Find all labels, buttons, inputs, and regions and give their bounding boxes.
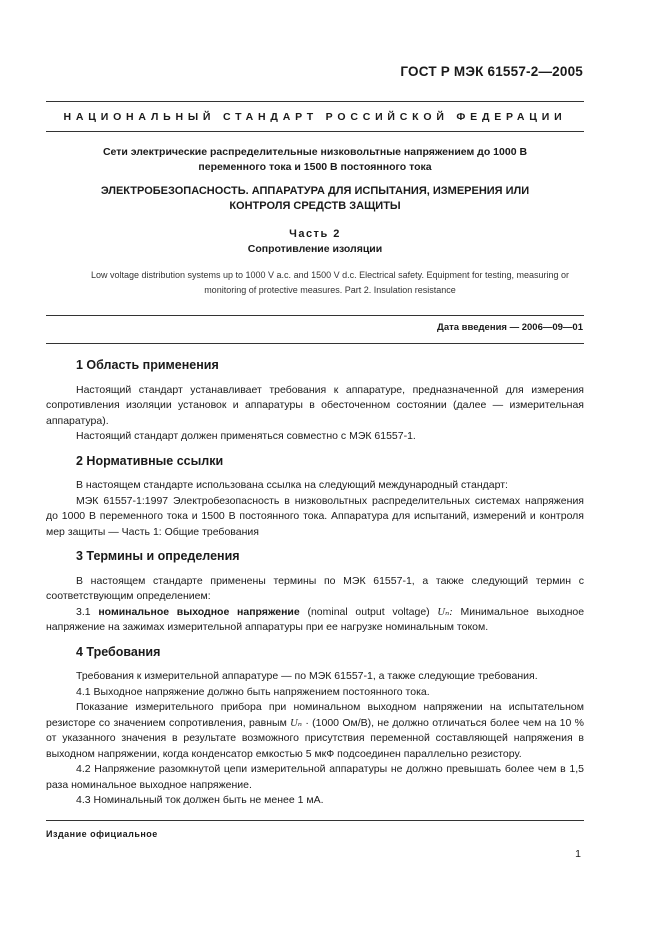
page-number: 1	[575, 848, 581, 860]
term-definition	[46, 605, 584, 636]
section-heading: 1 Область применения	[76, 358, 219, 372]
voltage-symbol: Uₙ	[290, 717, 302, 729]
standard-code: ГОСТ Р МЭК 61557-2—2005	[400, 64, 583, 79]
english-title-line-2: monitoring of protective measures. Part 2. Insulation resistance	[204, 284, 456, 295]
national-standard-banner: НАЦИОНАЛЬНЫЙ СТАНДАРТ РОССИЙСКОЙ ФЕДЕРАЦИИ	[63, 111, 567, 123]
part-label: Часть 2	[289, 228, 341, 240]
definition-symbol: Uₙ:	[437, 606, 453, 618]
paragraph: Требования к измерительной аппаратуре — по МЭК 61557-1, а также следующие требования.	[76, 670, 538, 682]
paragraph: В настоящем стандарте использована ссылка на следующий международный стандарт:	[76, 479, 508, 491]
subtitle-line-1: Сети электрические распределительные низковольтные напряжением до 1000 В	[102, 146, 528, 158]
paragraph: 4.2 Напряжение разомкнутой цепи измерительной аппаратуры не должно превышать более чем в 1,5 раза номинальное выходное напряжение.	[46, 763, 584, 791]
definition-text: Минимальное выходное напряжение на зажимах измерительной аппаратуры при ее нагрузке номинальным током.	[46, 605, 585, 633]
paragraph	[46, 700, 584, 762]
paragraph-text: · (1000 Ом/В), не должно отличаться более чем на 10 % от указанного значения в результате возможного присутствия переменной составляющей напряжения в выходном напряжении, когда конденсатор емкостью 5 мкФ подсоединен параллельно резистору.	[46, 716, 584, 760]
paragraph: 4.1 Выходное напряжение должно быть напряжением постоянного тока.	[76, 685, 430, 698]
section-heading: 4 Требования	[76, 644, 161, 659]
paragraph: 4.3 Номинальный ток должен быть не менее 1 мА.	[76, 794, 324, 806]
definition-english: (nominal output voltage)	[307, 605, 430, 618]
section-terms	[46, 549, 584, 636]
main-title	[46, 184, 584, 214]
definition-term: номинальное выходное напряжение	[98, 605, 300, 618]
main-title-line-1: ЭЛЕКТРОБЕЗОПАСНОСТЬ. АППАРАТУРА ДЛЯ ИСПЫТАНИЯ, ИЗМЕРЕНИЯ ИЛИ	[100, 185, 530, 197]
banner-rule	[46, 131, 584, 132]
footer-rule	[46, 820, 584, 821]
section-scope	[46, 358, 584, 445]
subtitle	[46, 145, 584, 175]
introduction-date: Дата введения — 2006—09—01	[437, 322, 583, 333]
top-rule	[46, 101, 584, 102]
document-body	[46, 358, 584, 818]
edition-label: Издание официальное	[46, 829, 158, 839]
paragraph: Настоящий стандарт устанавливает требования к аппаратуре, предназначенной для измерения сопротивления изоляции установок и аппаратуры в обесточенном состоянии (далее — измерительная аппаратура).	[46, 383, 584, 427]
english-title-line-1: Low voltage distribution systems up to 1000 V a.c. and 1500 V d.c. Electrical safety. Equipment for testing, measuring or	[90, 270, 570, 280]
english-title	[20, 268, 640, 297]
part-title: Сопротивление изоляции	[247, 243, 383, 255]
paragraph: В настоящем стандарте применены термины по МЭК 61557-1, а также следующий термин с соответствующим определением:	[46, 574, 584, 602]
subtitle-line-2: переменного тока и 1500 В постоянного тока	[198, 161, 432, 173]
paragraph-text: Показание измерительного прибора при номинальном выходном напряжении на испытательном резисторе со значением сопротивления, равным	[46, 701, 584, 729]
section-normative-references	[46, 454, 584, 541]
definition-number: 3.1	[76, 605, 91, 618]
main-title-line-2: КОНТРОЛЯ СРЕДСТВ ЗАЩИТЫ	[229, 200, 401, 212]
section-heading: 2 Нормативные ссылки	[76, 453, 224, 468]
paragraph: Настоящий стандарт должен применяться совместно с МЭК 61557-1.	[76, 430, 416, 442]
date-top-rule	[46, 315, 584, 316]
date-bottom-rule	[46, 343, 584, 344]
section-requirements	[46, 645, 584, 809]
section-heading: 3 Термины и определения	[76, 549, 240, 563]
paragraph: МЭК 61557-1:1997 Электробезопасность в низковольтных распределительных системах напряжения до 1000 В переменного тока и 1500 В постоянного тока. Аппаратура для испытаний, измерений и контроля мер защиты — Часть 1: Общие требования	[46, 494, 584, 538]
